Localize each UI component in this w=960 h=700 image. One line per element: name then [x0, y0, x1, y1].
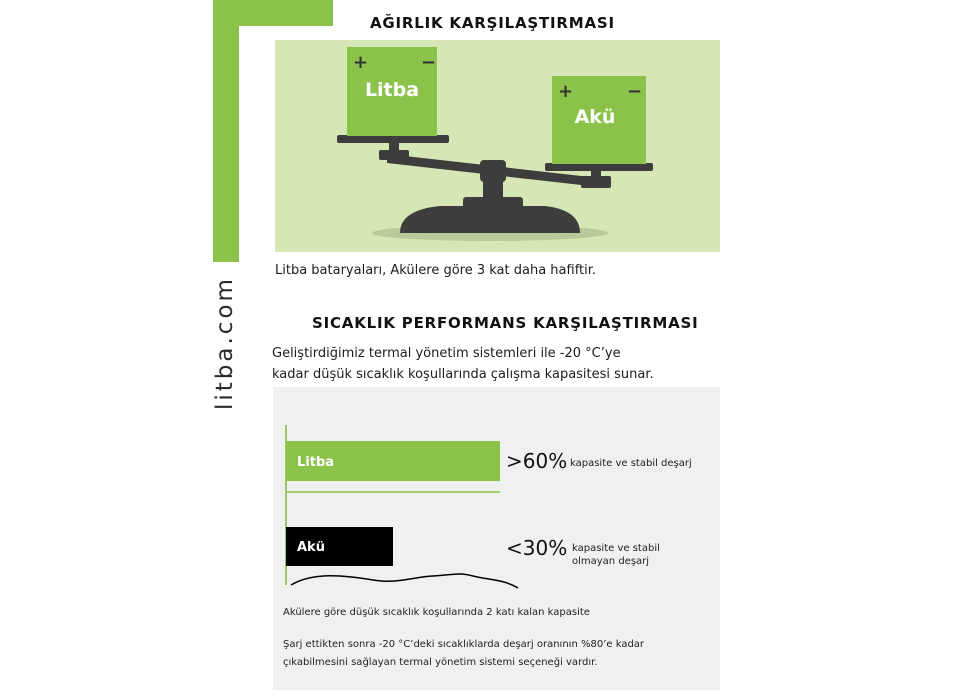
- litba-note-line-1: kapasite ve stabil deşarj: [570, 458, 692, 469]
- aku-minus-terminal: −: [627, 81, 643, 102]
- footnote-thermal: [283, 636, 644, 672]
- weight-caption: Litba bataryaları, Akülere göre 3 kat daha hafiftir.: [275, 263, 597, 278]
- right-scale-pan: [545, 163, 653, 171]
- green-accent-bar: [213, 0, 239, 262]
- litba-note: [570, 457, 692, 470]
- wavy-divider: [291, 574, 518, 588]
- right-pan-connector: [581, 176, 611, 188]
- intro-line-2: kadar düşük sıcaklık koşullarında çalışma kapasitesi sunar.: [272, 367, 654, 382]
- weight-section-title: AĞIRLIK KARŞILAŞTIRMASI: [370, 14, 615, 32]
- aku-plus-terminal: +: [558, 81, 574, 102]
- site-name-vertical: litba.com: [212, 276, 238, 410]
- temperature-intro: [272, 343, 654, 385]
- aku-battery-label: Akü: [574, 106, 616, 128]
- weight-illustration-panel: [275, 40, 720, 252]
- litba-battery-label: Litba: [364, 79, 420, 101]
- litba-bar-label: Litba: [297, 455, 335, 470]
- left-pan-connector: [379, 150, 409, 160]
- green-accent-top: [213, 0, 333, 26]
- aku-note-line-2: olmayan deşarj: [572, 556, 650, 567]
- litba-plus-terminal: +: [353, 52, 369, 73]
- scale-pivot: [480, 160, 506, 182]
- footnote-thermal-line-2: çıkabilmesini sağlayan termal yönetim sistemi seçeneği vardır.: [283, 657, 598, 668]
- aku-note: [572, 542, 660, 568]
- aku-bar-label: Akü: [297, 540, 325, 555]
- left-scale-pan: [337, 135, 449, 143]
- temperature-comparison-panel: [273, 387, 720, 690]
- litba-percentage: >60%: [506, 449, 568, 473]
- balance-scale-illustration: [275, 40, 720, 252]
- scale-base: [400, 206, 580, 233]
- temperature-section-title: SICAKLIK PERFORMANS KARŞILAŞTIRMASI: [312, 314, 699, 332]
- intro-line-1: Geliştirdiğimiz termal yönetim sistemleri ile -20 °C’ye: [272, 346, 621, 361]
- footnote-thermal-line-1: Şarj ettikten sonra -20 °C’deki sıcaklıklarda deşarj oranının %80’e kadar: [283, 639, 645, 650]
- aku-percentage: <30%: [506, 536, 568, 560]
- litba-minus-terminal: −: [421, 52, 437, 73]
- footnote-capacity: Akülere göre düşük sıcaklık koşullarında 2 katı kalan kapasite: [283, 607, 590, 618]
- aku-note-line-1: kapasite ve stabil: [572, 543, 660, 554]
